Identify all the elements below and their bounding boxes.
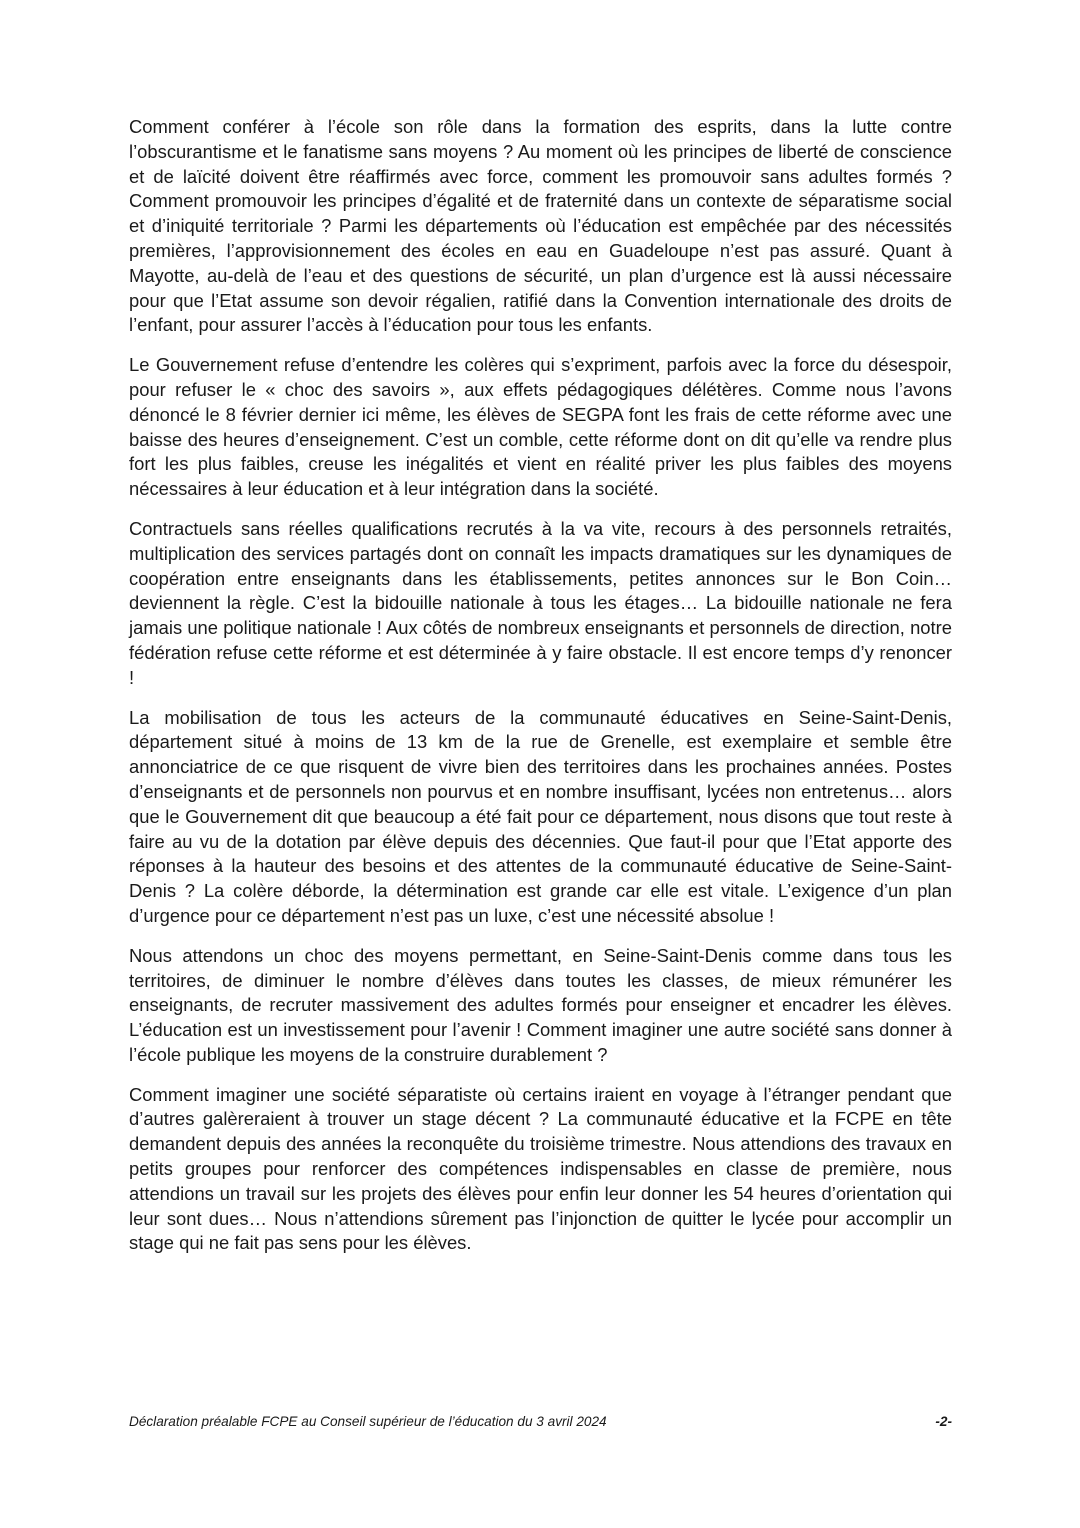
paragraph: Comment imaginer une société séparatiste où certains iraient en voyage à l’étranger pendant que d’autres galèreraient à trouver un stage décent ? La communauté éducative et la FCPE en tête demandent depuis des années la reconquête du troisième trimestre. Nous attendions des travaux en petits groupes pour renforcer des compétences indispensables en classe de première, nous attendions un travail sur les projets des élèves pour enfin leur donner les 54 heures d’orientation qui leur sont dues… Nous n’attendions sûrement pas l’injonction de quitter le lycée pour accomplir un stage qui ne fait pas sens pour les élèves. xyxy=(129,1083,952,1254)
paragraph: Le Gouvernement refuse d’entendre les colères qui s’expriment, parfois avec la force du désespoir, pour refuser le « choc des savoirs », aux effets pédagogiques délétères. Comme nous l’avons dénoncé le 8 février dernier ici même, les élèves de SEGPA font les frais de cette réforme avec une baisse des heures d’enseignement. C’est un comble, cette réforme dont on dit qu’elle va rendre plus fort les plus faibles, creuse les inégalités et vient en réalité priver les plus faibles des moyens nécessaires à leur éducation et à leur intégration dans la société. xyxy=(129,354,952,500)
page-number: -2- xyxy=(935,1414,952,1429)
paragraph: Contractuels sans réelles qualifications recrutés à la va vite, recours à des personnels retraités, multiplication des services partagés dont on connaît les impacts dramatiques sur les dynamiques de coopération entre enseignants dans les établissements, petites annonces sur le Bon Coin… deviennent la règle. C’est la bidouille nationale à tous les étages… La bidouille nationale ne fera jamais une politique nationale ! Aux côtés de nombreux enseignants et personnels de direction, notre fédération refuse cette réforme et est déterminée à y faire obstacle. Il est encore temps d’y renoncer ! xyxy=(129,517,952,688)
paragraph: Nous attendons un choc des moyens permettant, en Seine-Saint-Denis comme dans tous les territoires, de diminuer le nombre d’élèves dans toutes les classes, de mieux rémunérer les enseignants, de recruter massivement des adultes formés pour enseigner et encadrer les élèves. L’éducation est un investissement pour l’avenir ! Comment imaginer une autre société sans donner à l’école publique les moyens de la construire durablement ? xyxy=(129,944,952,1065)
paragraph: La mobilisation de tous les acteurs de la communauté éducatives en Seine-Saint-Denis, département situé à moins de 13 km de la rue de Grenelle, est exemplaire et semble être annonciatrice de ce que risquent de vivre bien des territoires dans les prochaines années. Postes d’enseignants et de personnels non pourvus et en nombre insuffisant, lycées non entretenus… alors que le Gouvernement dit que beaucoup a été fait pour ce département, nous disons que tout reste à faire au vu de la dotation par élève depuis des décennies. Que faut-il pour que l’Etat apporte des réponses à la hauteur des besoins et des attentes de la communauté éducative de Seine-Saint-Denis ? La colère déborde, la détermination est grande car elle est vitale. L’exigence d’un plan d’urgence pour ce département n’est pas un luxe, c’est une nécessité absolue ! xyxy=(129,706,952,926)
paragraph: Comment conférer à l’école son rôle dans la formation des esprits, dans la lutte contre l’obscurantisme et le fanatisme sans moyens ? Au moment où les principes de liberté de conscience et de laïcité doivent être réaffirmés avec force, comment les promouvoir sans adultes formés ? Comment promouvoir les principes d’égalité et de fraternité dans un contexte de séparatisme social et d’iniquité territoriale ? Parmi les départements où l’éducation est empêchée par des nécessités premières, l’approvisionnement des écoles en eau en Guadeloupe n’est pas assuré. Quant à Mayotte, au-delà de l’eau et des questions de sécurité, un plan d’urgence est là aussi nécessaire pour que l’Etat assume son devoir régalien, ratifié dans la Convention internationale des droits de l’enfant, pour assurer l’accès à l’éducation pour tous les enfants. xyxy=(129,116,952,336)
document-body xyxy=(129,115,952,1271)
page-footer xyxy=(129,1414,952,1429)
footer-text: Déclaration préalable FCPE au Conseil supérieur de l’éducation du 3 avril 2024 xyxy=(129,1414,607,1429)
